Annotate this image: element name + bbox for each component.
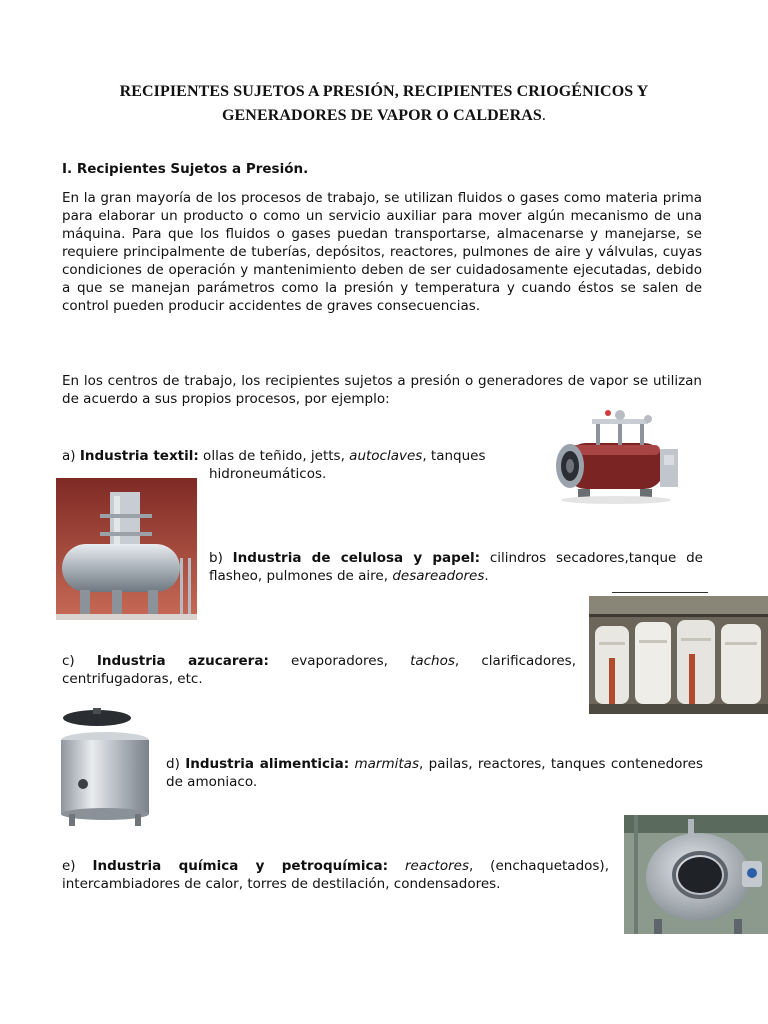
title-line-2 [60, 104, 708, 128]
item-c-text-2: , clarificadores, centrifugadoras, etc. [62, 653, 576, 687]
item-e-text-1 [388, 858, 405, 874]
item-e-prefix: e) [62, 858, 93, 874]
item-a-line-2: hidroneumáticos. [209, 466, 327, 482]
item-a-text-1: ollas de teñido, jetts, [198, 448, 350, 464]
item-b-text-1: cilindros secadores,tanque de flasheo, pulmones de aire, [209, 550, 703, 584]
item-azucarera [62, 652, 576, 688]
marmita-photo [55, 706, 155, 828]
item-e-text-2: , (enchaquetados), intercambiadores de calor, torres de destilación, condensadores. [62, 858, 609, 892]
item-e-label: Industria química y petroquímica: [92, 858, 389, 874]
item-a-prefix: a) [62, 448, 80, 464]
item-c-italic: tachos [410, 653, 455, 669]
item-a-label: Industria textil: [79, 448, 199, 464]
sugar-plant-photo [589, 596, 768, 714]
item-b-label: Industria de celulosa y papel: [232, 550, 481, 566]
title-line-1: RECIPIENTES SUJETOS A PRESIÓN, RECIPIENTES CRIOGÉNICOS Y [119, 83, 649, 100]
item-c-label: Industria azucarera: [96, 653, 269, 669]
item-b-prefix: b) [209, 550, 233, 566]
section-heading: I. Recipientes Sujetos a Presión. [62, 161, 309, 177]
document-title [60, 80, 708, 128]
intro-paragraph: En la gran mayoría de los procesos de trabajo, se utilizan fluidos o gases como materia prima para elaborar un producto o como un servicio auxiliar para mover algún mecanismo de una máquina. Para que los fluidos o gases puedan transportarse, almacenarse y manejarse, se requiere principalmente de tuberías, depósitos, reactores, pulmones de aire y válvulas, cuyas condiciones de operación y mantenimiento deben de ser cuidadosamente ejecutadas, debido a que se manejan parámetros como la presión y temperatura y cuando éstos se salen de control pueden producir accidentes de graves consecuencias. [62, 190, 702, 314]
item-quimica [62, 857, 609, 893]
item-d-label: Industria alimenticia: [185, 756, 350, 772]
item-c-prefix: c) [62, 653, 97, 669]
item-d-italic: marmitas [354, 756, 419, 772]
item-b-italic: desareadores [392, 568, 485, 584]
item-d-prefix: d) [166, 756, 186, 772]
item-a-text-2: , tanques [422, 448, 486, 464]
pressure-tank-photo [56, 478, 197, 620]
item-e-italic: reactores [404, 858, 469, 874]
chemical-reactor-photo [624, 815, 768, 934]
item-d-text-2: , pailas, reactores, tanques contenedores de amoniaco. [166, 756, 703, 790]
item-b-text-2: . [484, 568, 489, 584]
examples-paragraph: En los centros de trabajo, los recipientes sujetos a presión o generadores de vapor se utilizan de acuerdo a sus propios procesos, por ejemplo: [62, 373, 702, 407]
item-c-text-1: evaporadores, [268, 653, 411, 669]
boiler-photo [548, 405, 686, 507]
title-line-2-text: GENERADORES DE VAPOR O CALDERAS [221, 107, 542, 124]
title-period: . [541, 107, 546, 124]
item-a-italic: autoclaves [349, 448, 423, 464]
underline-rule [612, 592, 708, 593]
item-celulosa [209, 549, 703, 585]
item-alimenticia [166, 755, 703, 791]
